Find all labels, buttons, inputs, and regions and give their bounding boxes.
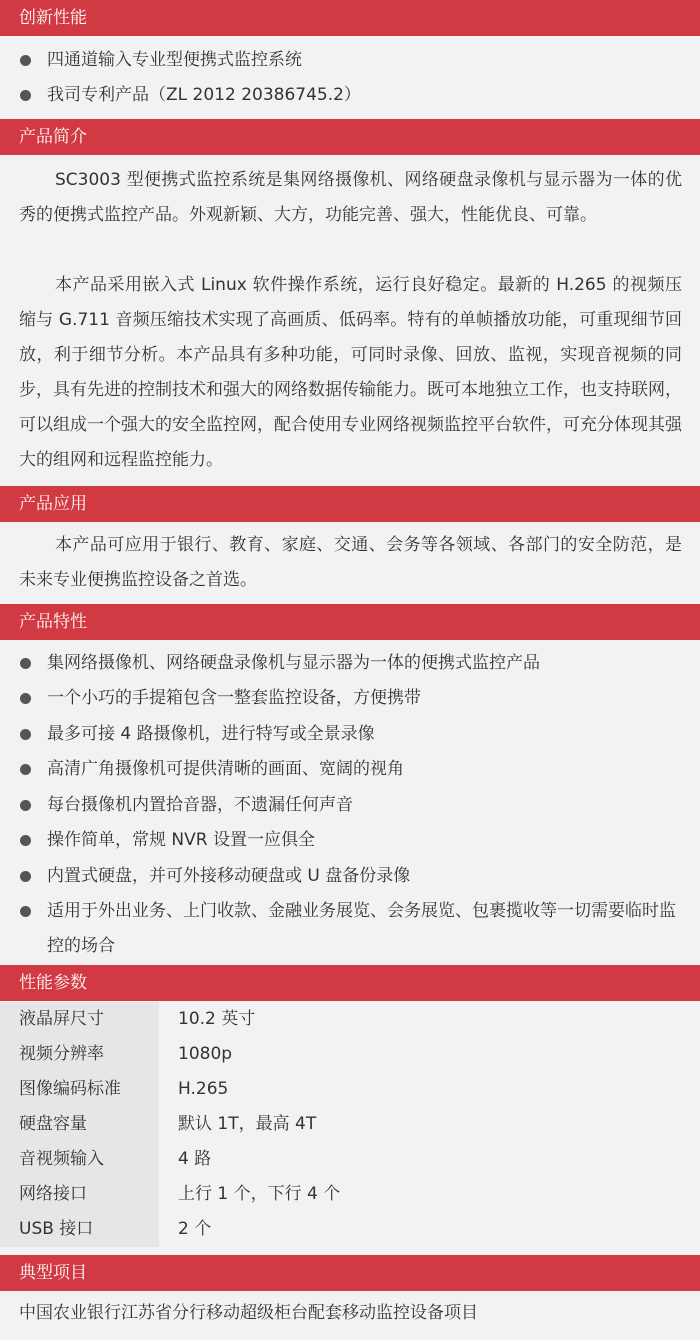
bullet-dot-icon <box>20 658 31 669</box>
innovation-item <box>0 78 700 113</box>
section-header-intro: 产品简介 <box>0 119 700 155</box>
spec-label: 视频分辨率 <box>0 1037 159 1072</box>
feature-item <box>0 859 700 894</box>
spec-label: 图像编码标准 <box>0 1072 159 1107</box>
feature-item <box>0 646 700 681</box>
spec-label: 网络接口 <box>0 1177 159 1212</box>
feature-item-text: 操作简单，常规 NVR 设置一应俱全 <box>47 830 315 850</box>
bullet-dot-icon <box>20 835 31 846</box>
feature-item <box>0 752 700 787</box>
bullet-dot-icon <box>20 800 31 811</box>
innovation-item-text: 四通道输入专业型便携式监控系统 <box>47 50 302 70</box>
spec-label: 硬盘容量 <box>0 1107 159 1142</box>
feature-item-text: 适用于外出业务、上门收款、金融业务展览、会务展览、包裹揽收等一切需要临时监控的场合 <box>47 901 676 956</box>
spec-value: H.265 <box>159 1072 700 1107</box>
bullet-dot-icon <box>20 693 31 704</box>
feature-item <box>0 681 700 716</box>
spec-table <box>0 1002 700 1247</box>
spec-row <box>0 1142 700 1177</box>
innovation-item <box>0 43 700 78</box>
project-item: 中国农业银行江苏省分行移动超级柜台配套移动监控设备项目 <box>19 1303 478 1323</box>
intro-paragraph: 本产品采用嵌入式 Linux 软件操作系统，运行良好稳定。最新的 H.265 的视频压缩与 G.711 音频压缩技术实现了高画质、低码率。特有的单帧播放功能，可重现细节回放，利于细节分析。本产品具有多种功能，可同时录像、回放、监视，实现音视频的同步，具有先进的控制技术和强大的网络数据传输能力。既可本地独立工作，也支持联网，可以组成一个强大的安全监控网，配合使用专业网络视频监控平台软件，可充分体现其强大的组网和远程监控能力。 <box>19 275 682 470</box>
feature-item-text: 一个小巧的手提箱包含一整套监控设备，方便携带 <box>47 688 421 708</box>
feature-item <box>0 717 700 752</box>
spec-row <box>0 1107 700 1142</box>
feature-item <box>0 788 700 823</box>
application-paragraph: 本产品可应用于银行、教育、家庭、交通、会务等各领域、各部门的安全防范，是未来专业便携监控设备之首选。 <box>19 535 682 590</box>
bullet-dot-icon <box>20 729 31 740</box>
feature-item-text: 集网络摄像机、网络硬盘录像机与显示器为一体的便携式监控产品 <box>47 653 540 673</box>
bullet-dot-icon <box>20 871 31 882</box>
spec-row <box>0 1002 700 1037</box>
spec-value: 1080p <box>159 1037 700 1072</box>
feature-item <box>0 894 700 964</box>
feature-item-text: 内置式硬盘，并可外接移动硬盘或 U 盘备份录像 <box>47 866 411 886</box>
bullet-dot-icon <box>20 90 31 101</box>
spec-row <box>0 1177 700 1212</box>
spec-row <box>0 1212 700 1247</box>
innovation-item-text: 我司专利产品（ZL 2012 20386745.2） <box>47 85 361 105</box>
spec-row <box>0 1037 700 1072</box>
section-header-projects: 典型项目 <box>0 1255 700 1291</box>
bullet-dot-icon <box>20 764 31 775</box>
spec-row <box>0 1072 700 1107</box>
bullet-dot-icon <box>20 906 31 917</box>
section-header-innovation: 创新性能 <box>0 0 700 36</box>
section-header-application: 产品应用 <box>0 486 700 522</box>
feature-item-text: 最多可接 4 路摄像机，进行特写或全景录像 <box>47 724 375 744</box>
spec-value: 10.2 英寸 <box>159 1002 700 1037</box>
bullet-dot-icon <box>20 55 31 66</box>
section-header-specs: 性能参数 <box>0 965 700 1001</box>
spec-label: 音视频输入 <box>0 1142 159 1177</box>
spec-value: 2 个 <box>159 1212 700 1247</box>
spec-value: 4 路 <box>159 1142 700 1177</box>
spec-label: USB 接口 <box>0 1212 159 1247</box>
section-header-features: 产品特性 <box>0 604 700 640</box>
intro-paragraph: SC3003 型便携式监控系统是集网络摄像机、网络硬盘录像机与显示器为一体的优秀的便携式监控产品。外观新颖、大方，功能完善、强大，性能优良、可靠。 <box>19 170 682 225</box>
feature-item <box>0 823 700 858</box>
feature-item-text: 高清广角摄像机可提供清晰的画面、宽阔的视角 <box>47 759 404 779</box>
spec-value: 上行 1 个，下行 4 个 <box>159 1177 700 1212</box>
spec-value: 默认 1T，最高 4T <box>159 1107 700 1142</box>
spec-label: 液晶屏尺寸 <box>0 1002 159 1037</box>
feature-item-text: 每台摄像机内置拾音器，不遗漏任何声音 <box>47 795 353 815</box>
